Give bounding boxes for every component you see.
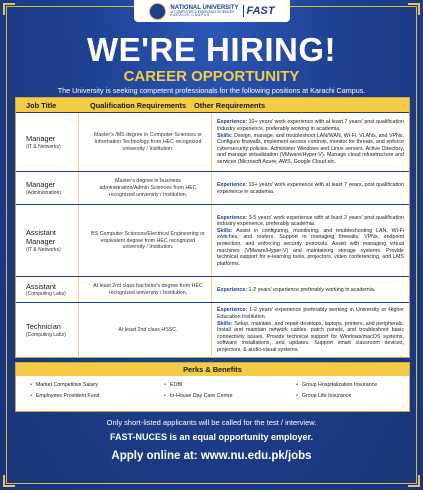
perks-column xyxy=(296,380,377,402)
table-row xyxy=(16,171,409,205)
frame-corner xyxy=(408,475,420,487)
table-row xyxy=(16,302,409,358)
job-department: (IT & Networks) xyxy=(26,246,61,253)
experience-text: 1-2 years' experience preferably working in University or Higher Education Institution. xyxy=(217,307,404,320)
experience-text: 10+ years' work experience with at least 7 years, post qualification experience in academia. xyxy=(217,181,404,195)
requirements-cell xyxy=(211,205,409,277)
equal-opportunity-statement: FAST-NUCES is an equal opportunity employer. xyxy=(109,432,314,442)
job-department: (Computing Labs) xyxy=(26,291,66,298)
experience-label: Experience: xyxy=(217,214,248,221)
table-row xyxy=(16,204,409,277)
perks-heading: Perks & Benefits xyxy=(16,363,409,376)
skills-text: Design, manage, and troubleshoot LAN/WAN, Wi-Fi, VLANs, and VPNs. Configure firewalls, implement access controls, monitor for threats, and enforce cybersecurity policies. Administer Windows and Linux servers, Active Directory, and manage virtualization (VMware/Hyper-V). Manage cloud infrastructure and services (Microsoft Azure, AWS, Google Cloud etc. xyxy=(217,132,404,166)
campus-name: KARACHI CAMPUS xyxy=(170,12,210,17)
perk-item: • Market Competitive Salary xyxy=(30,380,99,391)
fast-logo: FAST xyxy=(243,5,275,17)
job-title: Manager xyxy=(26,180,56,190)
experience-label: Experience: xyxy=(217,181,248,188)
job-title: Manager xyxy=(26,134,56,144)
job-department: (Computing Labs) xyxy=(26,331,66,338)
perk-item: • In-House Day Care Centre xyxy=(164,391,233,402)
apply-online-link[interactable]: Apply online at: www.nu.edu.pk/jobs xyxy=(111,450,312,462)
perk-item: • Employees Provident Fund xyxy=(30,391,99,402)
table-row xyxy=(16,112,409,172)
experience-text: 1-2 years' experience preferably working in academia. xyxy=(248,286,376,293)
job-title-cell xyxy=(16,172,78,205)
job-title: Assistant Manager xyxy=(26,228,56,246)
qualification-cell: BS Computer Sciences/Electrical Engineering or equivalent degree from HEC recognized university / Institution. xyxy=(78,205,211,277)
header-other-requirements: Other Requirements xyxy=(194,100,266,110)
perks-box xyxy=(15,362,410,412)
requirements-cell xyxy=(211,113,409,172)
university-header xyxy=(134,0,290,22)
experience-label: Experience: xyxy=(217,307,248,314)
experience-label: Experience: xyxy=(217,119,248,126)
shortlist-note: Only short-listed applicants will be called for the test / interview. xyxy=(106,418,317,427)
positions-table xyxy=(15,97,410,358)
university-subname: of COMPUTER & EMERGING SCIENCES xyxy=(170,9,235,14)
qualification-cell: At least 2nd class bachelor's degree from HEC recognized university / Institution. xyxy=(78,277,211,303)
job-title-cell xyxy=(16,303,78,358)
skills-label: Skills: xyxy=(217,320,233,327)
job-department: (IT & Networks) xyxy=(26,143,61,150)
perk-item: • Group Life Insurance xyxy=(296,391,377,402)
job-title: Assistant xyxy=(26,281,56,291)
job-title-cell xyxy=(16,205,78,277)
job-title-cell xyxy=(16,277,78,303)
job-department: (Administration) xyxy=(26,189,62,196)
experience-text: 10+ years' work experience with at least 7 years' post qualification industry experience, preferably working in academia. xyxy=(217,119,404,132)
perk-item: • Group Hospitalization Insurance xyxy=(296,380,377,391)
headline: WE'RE HIRING! xyxy=(86,31,336,68)
subheadline: CAREER OPPORTUNITY xyxy=(123,68,300,85)
table-header xyxy=(16,98,409,112)
job-title-cell xyxy=(16,113,78,172)
frame-corner xyxy=(408,3,420,15)
skills-label: Skills: xyxy=(217,132,233,139)
experience-text: 3-5 years' work experience with at least 2 years' post qualification industry experience, preferably academia. xyxy=(217,214,404,228)
skills-text: Assist in configuring, monitoring, and troubleshooting LAN, Wi-Fi switches, and routers. Support in managing firewalls, VPNs, endpoint protection, and enforcing security protocols. Assist with managing virtual machines (VMware/Hyper-V) and maintaining storage systems. Provide technical support for e-learning tools, projectors, video conferencing, and LMS platforms. xyxy=(217,227,404,267)
skills-label: Skills: xyxy=(217,227,233,234)
university-seal-icon xyxy=(149,3,166,20)
requirements-cell xyxy=(211,172,409,205)
experience-label: Experience: xyxy=(217,286,248,293)
perk-item: • EOBI xyxy=(164,380,233,391)
skills-text: Setup, maintain, and repair desktops, laptops, printers, and peripherals. Install and maintain network cables, patch panels, and troubleshoot basic connectivity issues. Provide technical support for Windows/macOS systems, software installations, and updates. Support smart classroom devices, projectors, & audio-visual systems. xyxy=(217,320,404,354)
frame-corner xyxy=(3,475,15,487)
university-name: NATIONAL UNIVERSITY xyxy=(170,4,239,11)
header-job-title: Job Title xyxy=(26,100,57,110)
job-title: Technician xyxy=(26,322,61,332)
requirements-cell xyxy=(211,277,409,303)
perks-column xyxy=(164,380,233,402)
qualification-cell: At least 2nd class HSSC. xyxy=(78,303,211,358)
table-row xyxy=(16,276,409,303)
requirements-cell xyxy=(211,303,409,358)
perks-column xyxy=(30,380,99,402)
university-name-block xyxy=(170,5,238,18)
frame-corner xyxy=(3,3,15,15)
qualification-cell: Master's degree in business administration/Admin Sciences from HEC recognized university / Institution. xyxy=(78,172,211,205)
qualification-cell: Master's /MS degree in Computer Sciences or Information Technology from HEC recognized university / Institution. xyxy=(78,113,211,172)
header-qualification: Qualification Requirements xyxy=(90,100,187,110)
intro-text: The University is seeking competent professionals for the following positions at Karachi Campus. xyxy=(57,86,366,95)
